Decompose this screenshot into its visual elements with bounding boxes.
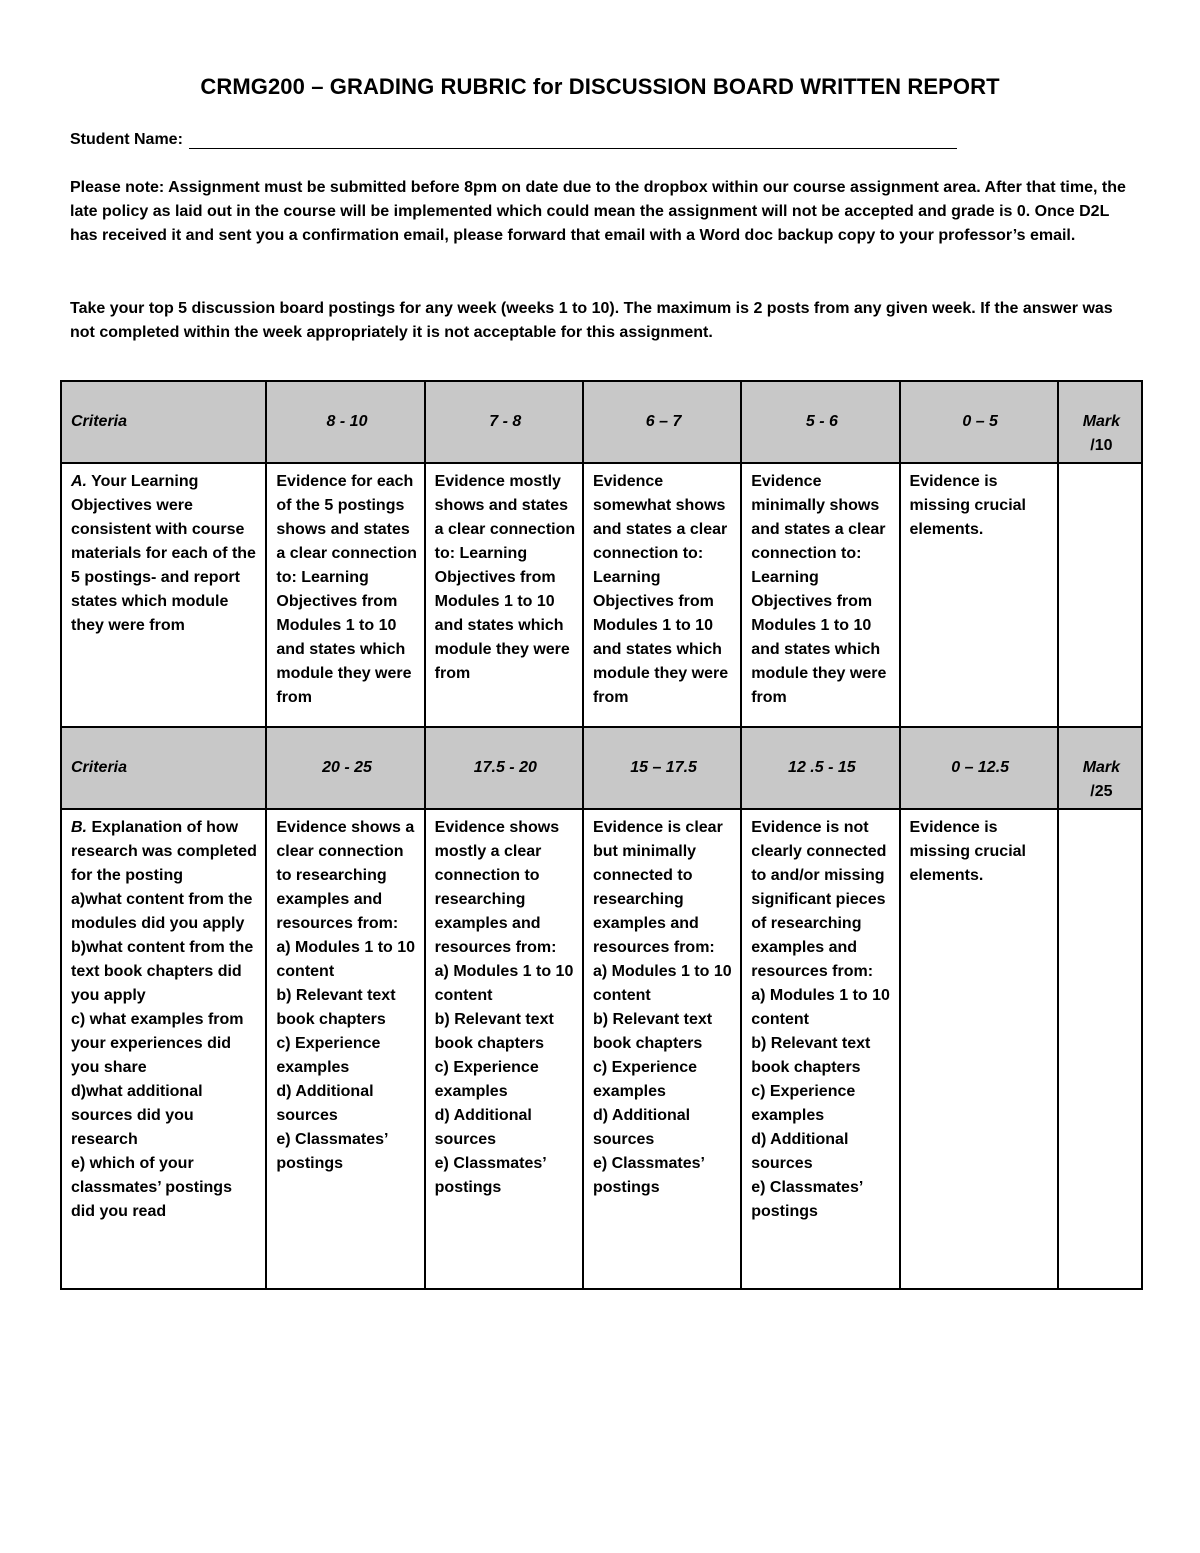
student-name-label: Student Name: [70, 131, 183, 148]
criteria-letter: A. [71, 473, 87, 490]
descriptor-line: c) Experience examples [751, 1083, 856, 1124]
mark-header [1058, 727, 1142, 809]
level-header: 6 – 7 [583, 381, 741, 463]
grading-rubric-table [60, 380, 1143, 1290]
descriptor-cell [425, 809, 583, 1289]
descriptor-line: d) Additional sources [751, 1131, 849, 1172]
descriptor-line: Evidence is not clearly connected to and/or missing significant pieces of researching examples and resources from: [751, 819, 887, 980]
descriptor-cell: Evidence for each of the 5 postings shows and states a clear connection to: Learning Objectives from Modules 1 to 10 and states which module they were from [266, 463, 424, 727]
descriptor-line: a) Modules 1 to 10 content [592, 963, 732, 1004]
descriptor-cell: Evidence minimally shows and states a clear connection to: Learning Objectives from Modules 1 to 10 and states which module they were from [741, 463, 899, 727]
student-name-row [70, 130, 957, 149]
section-b-header-row [61, 727, 1142, 809]
descriptor-cell: Evidence mostly shows and states a clear connection to: Learning Objectives from Modules 1 to 10 and states which module they were from [425, 463, 583, 727]
descriptor-line: Evidence shows a clear connection to researching examples and resources from: [276, 819, 415, 932]
descriptor-line: b) Relevant text book chapters [434, 1011, 554, 1052]
descriptor-line: b) Relevant text book chapters [592, 1011, 713, 1052]
instructions-paragraph: Take your top 5 discussion board postings for any week (weeks 1 to 10). The maximum is 2 posts from any given week. If the answer was not completed within the week appropriately it is not acceptable for this assignment. [70, 300, 1113, 341]
descriptor-cell [583, 809, 741, 1289]
level-header: 15 – 17.5 [583, 727, 741, 809]
mark-max: /25 [1090, 783, 1113, 800]
descriptor-cell [900, 809, 1058, 1289]
descriptor-line: d) Additional sources [434, 1107, 532, 1148]
mark-header [1058, 381, 1142, 463]
descriptor-line: d) Additional sources [276, 1083, 374, 1124]
descriptor-line: e) Classmates’ postings [276, 1131, 388, 1172]
level-header: 12 .5 - 15 [741, 727, 899, 809]
mark-entry-cell[interactable] [1058, 809, 1142, 1289]
criteria-line: e) which of your classmates’ postings did you read [71, 1155, 232, 1220]
criteria-line: Explanation of how research was completed for the posting [71, 819, 257, 884]
mark-max: /10 [1090, 437, 1113, 454]
level-header: 0 – 5 [900, 381, 1058, 463]
descriptor-line: a) Modules 1 to 10 content [276, 939, 416, 980]
descriptor-line: e) Classmates’ postings [751, 1179, 863, 1220]
student-name-field[interactable] [189, 130, 957, 149]
descriptor-cell: Evidence somewhat shows and states a clear connection to: Learning Objectives from Modules 1 to 10 and states which module they were from [583, 463, 741, 727]
level-header: 7 - 8 [425, 381, 583, 463]
section-a-header-row [61, 381, 1142, 463]
descriptor-line: Evidence is missing crucial elements. [909, 819, 1026, 884]
descriptor-line: Evidence shows mostly a clear connection to researching examples and resources from: [434, 819, 560, 956]
criteria-header: Criteria [61, 727, 266, 809]
mark-entry-cell[interactable] [1058, 463, 1142, 727]
descriptor-cell: Evidence is missing crucial elements. [900, 463, 1058, 727]
criteria-letter: B. [71, 819, 87, 836]
level-header: 20 - 25 [266, 727, 424, 809]
criteria-text: Your Learning Objectives were consistent with course materials for each of the 5 postings- and report states which module they were from [71, 473, 256, 634]
descriptor-line: b) Relevant text book chapters [751, 1035, 871, 1076]
descriptor-line: b) Relevant text book chapters [276, 987, 396, 1028]
descriptor-line: Evidence is clear but minimally connected to researching examples and resources from: [592, 819, 723, 956]
criteria-header: Criteria [61, 381, 266, 463]
descriptor-line: a) Modules 1 to 10 content [751, 987, 890, 1028]
descriptor-cell [266, 809, 424, 1289]
level-header: 5 - 6 [741, 381, 899, 463]
criteria-cell [61, 809, 266, 1289]
mark-label: Mark [1082, 413, 1121, 430]
page-title: CRMG200 – GRADING RUBRIC for DISCUSSION BOARD WRITTEN REPORT [200, 74, 1000, 99]
descriptor-line: a) Modules 1 to 10 content [434, 963, 574, 1004]
criteria-line: a)what content from the modules did you apply [71, 891, 253, 932]
descriptor-line: d) Additional sources [592, 1107, 691, 1148]
descriptor-line: e) Classmates’ postings [592, 1155, 705, 1196]
level-header: 0 – 12.5 [900, 727, 1058, 809]
level-header: 8 - 10 [266, 381, 424, 463]
descriptor-line: c) Experience examples [434, 1059, 539, 1100]
descriptor-line: e) Classmates’ postings [434, 1155, 546, 1196]
section-b-row [61, 809, 1142, 1289]
criteria-line: d)what additional sources did you research [71, 1083, 203, 1148]
submission-note: Please note: Assignment must be submitted before 8pm on date due to the dropbox within our course assignment area. After that time, the late policy as laid out in the course will be implemented which could mean the assignment will not be accepted and grade is 0. Once D2L has received it and sent you a confirmation email, please forward that email with a Word doc backup copy to your professor’s email. [70, 179, 1126, 244]
descriptor-line: c) Experience examples [276, 1035, 381, 1076]
mark-label: Mark [1082, 759, 1121, 776]
descriptor-line: c) Experience examples [592, 1059, 697, 1100]
descriptor-cell [741, 809, 899, 1289]
level-header: 17.5 - 20 [425, 727, 583, 809]
criteria-line: b)what content from the text book chapters did you apply [71, 939, 254, 1004]
criteria-line: c) what examples from your experiences did you share [71, 1011, 244, 1076]
criteria-cell [61, 463, 266, 727]
section-a-row [61, 463, 1142, 727]
